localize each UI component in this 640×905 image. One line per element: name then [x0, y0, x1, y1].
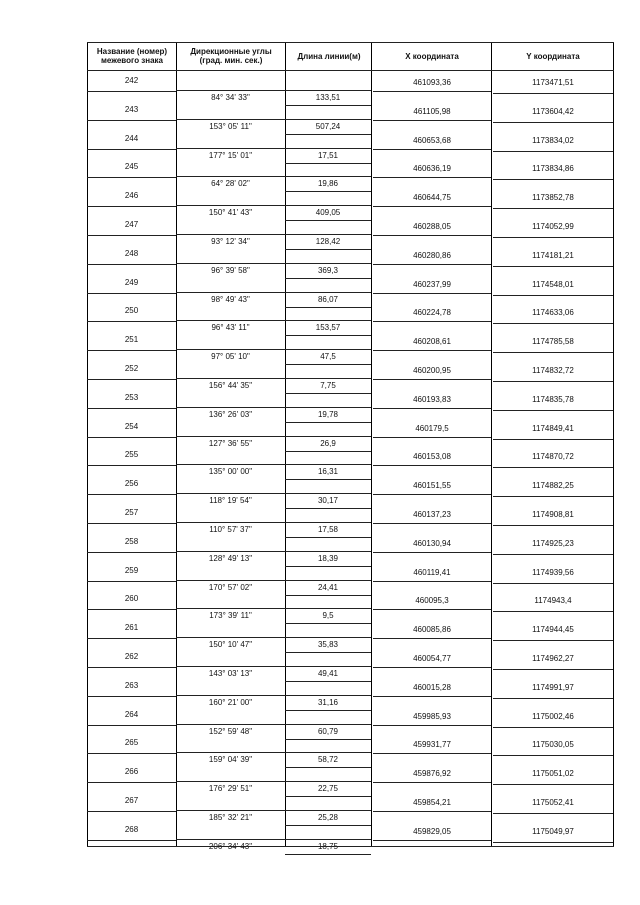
- row-rule: [87, 264, 176, 265]
- row-rule: [87, 321, 176, 322]
- row-rule: [176, 119, 371, 120]
- row-rule: [373, 91, 491, 92]
- point-name: 253: [124, 392, 139, 402]
- row-rule: [373, 725, 491, 726]
- row-rule: [285, 191, 371, 192]
- y-coordinate: 1175051,02: [532, 769, 574, 779]
- line-length: 35,83: [317, 640, 339, 650]
- row-rule: [493, 266, 613, 267]
- row-rule: [176, 522, 371, 523]
- direction-angle: 118° 19' 54": [209, 496, 252, 506]
- point-name: 242: [124, 76, 139, 85]
- direction-angle: 110° 57' 37": [209, 525, 252, 534]
- header-y-coordinate: Y координата: [526, 51, 580, 61]
- point-name: 243: [124, 104, 139, 114]
- y-coordinate: 1173471,51: [532, 78, 574, 87]
- line-length: 31,16: [317, 697, 339, 707]
- x-coordinate: 460636,19: [413, 164, 451, 174]
- row-rule: [285, 278, 371, 279]
- row-rule: [87, 120, 176, 121]
- row-rule: [373, 149, 491, 150]
- row-rule: [373, 293, 491, 294]
- row-rule: [493, 410, 613, 411]
- direction-angle: 173° 39' 11": [209, 611, 252, 621]
- direction-angle: 136° 26' 03": [208, 409, 253, 419]
- row-rule: [87, 523, 176, 524]
- row-rule: [87, 437, 176, 438]
- row-rule: [87, 494, 176, 495]
- y-coordinate: 1174785,58: [532, 337, 574, 347]
- header-line-length: Длина линии(м): [297, 51, 361, 61]
- table-border-right: [613, 42, 614, 847]
- row-rule: [285, 422, 371, 423]
- direction-angle: 150° 10' 47": [208, 640, 253, 650]
- direction-angle: 176° 29' 51": [208, 784, 253, 794]
- direction-angle: 159° 04' 39": [208, 755, 253, 765]
- row-rule: [285, 220, 371, 221]
- row-rule: [373, 465, 491, 466]
- row-rule: [493, 381, 613, 382]
- line-length: 17,51: [317, 150, 339, 160]
- direction-angle: 64° 28' 02": [211, 179, 250, 189]
- point-name: 268: [124, 824, 139, 834]
- line-length: 7,75: [320, 381, 336, 390]
- row-rule: [493, 179, 613, 180]
- row-rule: [285, 134, 371, 135]
- header-underline: [87, 70, 614, 71]
- x-coordinate: 459876,92: [413, 769, 451, 779]
- column-divider: [491, 42, 492, 847]
- line-length: 26,9: [320, 438, 336, 448]
- row-rule: [373, 494, 491, 495]
- point-name: 247: [124, 220, 139, 229]
- row-rule: [493, 727, 613, 728]
- y-coordinate: 1174633,06: [532, 308, 574, 318]
- row-rule: [373, 321, 491, 322]
- line-length: 9,5: [322, 611, 334, 621]
- line-length: 58,72: [317, 755, 339, 765]
- row-rule: [373, 120, 491, 121]
- row-rule: [87, 609, 176, 610]
- row-rule: [87, 350, 176, 351]
- row-rule: [285, 508, 371, 509]
- row-rule: [373, 206, 491, 207]
- direction-angle: 153° 05' 11": [209, 121, 252, 131]
- row-rule: [87, 149, 176, 150]
- row-rule: [87, 235, 176, 236]
- y-coordinate: 1173834,86: [532, 164, 574, 174]
- x-coordinate: 460224,78: [413, 308, 451, 318]
- row-rule: [176, 349, 371, 350]
- row-rule: [285, 796, 371, 797]
- point-name: 267: [124, 796, 139, 805]
- row-rule: [373, 177, 491, 178]
- row-rule: [285, 479, 371, 480]
- row-rule: [87, 581, 176, 582]
- row-rule: [176, 752, 371, 753]
- direction-angle: 156° 44' 35": [208, 381, 253, 390]
- x-coordinate: 460280,86: [413, 250, 451, 260]
- row-rule: [373, 753, 491, 754]
- row-rule: [493, 93, 613, 94]
- row-rule: [176, 551, 371, 552]
- row-rule: [176, 90, 371, 91]
- line-length: 60,79: [317, 726, 339, 736]
- point-name: 257: [124, 508, 139, 517]
- x-coordinate: 460085,86: [413, 625, 451, 635]
- row-rule: [493, 755, 613, 756]
- direction-angle: 97° 05' 10": [211, 352, 250, 362]
- row-rule: [373, 667, 491, 668]
- line-length: 18,39: [317, 553, 339, 563]
- point-name: 251: [124, 335, 139, 345]
- point-name: 249: [124, 277, 139, 287]
- row-rule: [87, 840, 176, 841]
- row-rule: [373, 264, 491, 265]
- line-length: 25,28: [317, 813, 339, 822]
- row-rule: [176, 666, 371, 667]
- row-rule: [87, 91, 176, 92]
- row-rule: [493, 439, 613, 440]
- x-coordinate: 460288,05: [413, 222, 451, 231]
- line-length: 86,07: [317, 294, 339, 304]
- y-coordinate: 1174943,4: [534, 596, 572, 606]
- point-name: 254: [124, 421, 139, 431]
- row-rule: [87, 638, 176, 639]
- line-length: 17,58: [317, 525, 339, 534]
- row-rule: [493, 813, 613, 814]
- row-rule: [373, 408, 491, 409]
- row-rule: [493, 640, 613, 641]
- row-rule: [493, 525, 613, 526]
- row-rule: [176, 378, 371, 379]
- point-name: 256: [124, 479, 139, 489]
- line-length: 24,41: [317, 582, 339, 592]
- row-rule: [285, 652, 371, 653]
- direction-angle: 143° 03' 13": [208, 669, 253, 678]
- x-coordinate: 460179,5: [415, 423, 449, 433]
- row-rule: [373, 552, 491, 553]
- row-rule: [373, 811, 491, 812]
- row-rule: [493, 611, 613, 612]
- y-coordinate: 1174882,25: [532, 481, 574, 491]
- x-coordinate: 460137,23: [413, 510, 451, 519]
- line-length: 19,78: [317, 409, 339, 419]
- header-x-coordinate: X координата: [405, 51, 459, 61]
- row-rule: [285, 623, 371, 624]
- y-coordinate: 1174832,72: [532, 366, 574, 375]
- row-rule: [176, 637, 371, 638]
- point-name: 264: [124, 709, 139, 719]
- row-rule: [176, 839, 371, 840]
- direction-angle: 93° 12' 34": [211, 237, 250, 246]
- point-name: 262: [124, 652, 139, 661]
- point-name: 246: [124, 191, 139, 201]
- row-rule: [373, 379, 491, 380]
- row-rule: [87, 177, 176, 178]
- row-rule: [176, 781, 371, 782]
- row-rule: [285, 854, 371, 855]
- line-length: 30,17: [317, 496, 339, 506]
- y-coordinate: 1173852,78: [532, 193, 574, 203]
- x-coordinate: 460151,55: [413, 481, 451, 491]
- y-coordinate: 1174991,97: [532, 682, 574, 692]
- row-rule: [373, 581, 491, 582]
- row-rule: [493, 784, 613, 785]
- y-coordinate: 1175030,05: [532, 740, 574, 750]
- line-length: 47,5: [320, 352, 336, 362]
- row-rule: [493, 496, 613, 497]
- row-rule: [285, 767, 371, 768]
- row-rule: [285, 163, 371, 164]
- row-rule: [285, 249, 371, 250]
- row-rule: [373, 609, 491, 610]
- row-rule: [176, 234, 371, 235]
- y-coordinate: 1174181,21: [532, 250, 574, 260]
- row-rule: [285, 451, 371, 452]
- row-rule: [285, 595, 371, 596]
- row-rule: [285, 307, 371, 308]
- row-rule: [87, 552, 176, 553]
- row-rule: [493, 352, 613, 353]
- row-rule: [176, 724, 371, 725]
- row-rule: [176, 580, 371, 581]
- point-name: 263: [124, 680, 139, 690]
- row-rule: [176, 493, 371, 494]
- row-rule: [285, 739, 371, 740]
- row-rule: [493, 583, 613, 584]
- row-rule: [373, 350, 491, 351]
- row-rule: [493, 151, 613, 152]
- y-coordinate: 1174962,27: [532, 654, 574, 663]
- row-rule: [493, 554, 613, 555]
- point-name: 258: [124, 536, 139, 546]
- x-coordinate: 460208,61: [413, 337, 451, 347]
- point-name: 265: [124, 738, 139, 748]
- row-rule: [87, 725, 176, 726]
- row-rule: [87, 206, 176, 207]
- boundary-coordinates-table: [87, 42, 614, 847]
- point-name: 261: [124, 623, 139, 633]
- y-coordinate: 1174908,81: [532, 510, 574, 519]
- y-coordinate: 1174944,45: [532, 625, 574, 635]
- x-coordinate: 460015,28: [413, 682, 451, 692]
- point-name: 259: [124, 565, 139, 575]
- line-length: 22,75: [317, 784, 339, 794]
- row-rule: [176, 263, 371, 264]
- y-coordinate: 1175002,46: [532, 711, 574, 721]
- line-length: 507,24: [315, 121, 341, 131]
- row-rule: [176, 292, 371, 293]
- x-coordinate: 461093,36: [413, 78, 451, 87]
- y-coordinate: 1174052,99: [532, 222, 574, 231]
- x-coordinate: 461105,98: [413, 106, 451, 116]
- row-rule: [373, 437, 491, 438]
- row-rule: [87, 408, 176, 409]
- direction-angle: 84° 34' 33": [211, 93, 250, 102]
- row-rule: [87, 696, 176, 697]
- x-coordinate: 460119,41: [413, 567, 451, 577]
- x-coordinate: 460054,77: [413, 654, 451, 663]
- row-rule: [87, 379, 176, 380]
- row-rule: [87, 293, 176, 294]
- x-coordinate: 460644,75: [413, 193, 451, 203]
- row-rule: [493, 669, 613, 670]
- row-rule: [373, 696, 491, 697]
- row-rule: [285, 335, 371, 336]
- line-length: 19,86: [317, 179, 339, 189]
- x-coordinate: 459985,93: [413, 711, 451, 721]
- x-coordinate: 460200,95: [413, 366, 451, 375]
- x-coordinate: 460237,99: [413, 279, 451, 289]
- row-rule: [176, 176, 371, 177]
- column-divider: [371, 42, 372, 847]
- row-rule: [285, 710, 371, 711]
- y-coordinate: 1175052,41: [532, 798, 574, 807]
- row-rule: [493, 122, 613, 123]
- direction-angle: 170° 57' 02": [208, 582, 253, 592]
- line-length: 153,57: [315, 323, 341, 333]
- point-name: 255: [124, 450, 139, 460]
- line-length: 409,05: [315, 208, 341, 218]
- line-length: 369,3: [317, 265, 339, 275]
- direction-angle: 160° 21' 00": [208, 697, 253, 707]
- row-rule: [176, 436, 371, 437]
- row-rule: [285, 566, 371, 567]
- y-coordinate: 1175049,97: [532, 826, 574, 836]
- line-length: 16,31: [317, 467, 339, 477]
- y-coordinate: 1174870,72: [532, 452, 574, 462]
- row-rule: [176, 205, 371, 206]
- x-coordinate: 459931,77: [413, 740, 451, 750]
- direction-angle: 150° 41' 43": [208, 208, 253, 218]
- point-name: 248: [124, 248, 139, 258]
- header-direction-angles: Дирекционные углы (град. мин. сек.): [190, 47, 272, 65]
- direction-angle: 177° 15' 01": [208, 150, 253, 160]
- x-coordinate: 459829,05: [413, 826, 451, 836]
- direction-angle: 96° 43' 11": [211, 323, 250, 333]
- point-name: 250: [124, 306, 139, 316]
- point-name: 266: [124, 767, 139, 777]
- point-name: 252: [124, 364, 139, 373]
- row-rule: [493, 323, 613, 324]
- x-coordinate: 459854,21: [413, 798, 451, 807]
- x-coordinate: 460130,94: [413, 538, 451, 548]
- x-coordinate: 460193,83: [413, 394, 451, 404]
- direction-angle: 135° 00' 00": [208, 467, 253, 477]
- direction-angle: 128° 49' 13": [208, 553, 253, 563]
- header-point-name: Название (номер) межевого знака: [96, 47, 168, 65]
- row-rule: [373, 782, 491, 783]
- row-rule: [87, 782, 176, 783]
- y-coordinate: 1174925,23: [532, 538, 574, 548]
- direction-angle: 185° 32' 21": [208, 813, 253, 822]
- row-rule: [176, 810, 371, 811]
- row-rule: [176, 320, 371, 321]
- row-rule: [373, 523, 491, 524]
- y-coordinate: 1174939,56: [532, 567, 574, 577]
- direction-angle: 127° 36' 55": [208, 438, 253, 448]
- y-coordinate: 1174849,41: [532, 423, 574, 433]
- point-name: 260: [124, 594, 139, 604]
- row-rule: [373, 235, 491, 236]
- row-rule: [87, 667, 176, 668]
- row-rule: [176, 407, 371, 408]
- row-rule: [87, 753, 176, 754]
- y-coordinate: 1174835,78: [532, 394, 574, 404]
- row-rule: [176, 608, 371, 609]
- x-coordinate: 460095,3: [415, 596, 449, 606]
- row-rule: [285, 681, 371, 682]
- row-rule: [493, 698, 613, 699]
- row-rule: [373, 638, 491, 639]
- row-rule: [493, 208, 613, 209]
- line-length: 49,41: [317, 669, 339, 678]
- point-name: 245: [124, 162, 139, 172]
- row-rule: [285, 393, 371, 394]
- direction-angle: 98° 49' 43": [211, 294, 250, 304]
- row-rule: [285, 105, 371, 106]
- point-name: 244: [124, 133, 139, 143]
- y-coordinate: 1173604,42: [532, 106, 574, 116]
- direction-angle: 152° 59' 48": [208, 726, 253, 736]
- y-coordinate: 1174548,01: [532, 279, 574, 289]
- row-rule: [176, 695, 371, 696]
- row-rule: [285, 825, 371, 826]
- row-rule: [87, 465, 176, 466]
- row-rule: [285, 537, 371, 538]
- y-coordinate: 1173834,02: [532, 135, 574, 145]
- direction-angle: 96° 39' 58": [211, 265, 250, 275]
- row-rule: [285, 364, 371, 365]
- row-rule: [493, 467, 613, 468]
- line-length: 133,51: [315, 93, 341, 102]
- row-rule: [87, 811, 176, 812]
- row-rule: [373, 840, 491, 841]
- x-coordinate: 460653,68: [413, 135, 451, 145]
- row-rule: [493, 842, 613, 843]
- row-rule: [176, 464, 371, 465]
- row-rule: [176, 148, 371, 149]
- line-length: 128,42: [315, 237, 341, 246]
- row-rule: [493, 237, 613, 238]
- x-coordinate: 460153,08: [413, 452, 451, 462]
- row-rule: [493, 295, 613, 296]
- table-border-bottom: [87, 846, 614, 847]
